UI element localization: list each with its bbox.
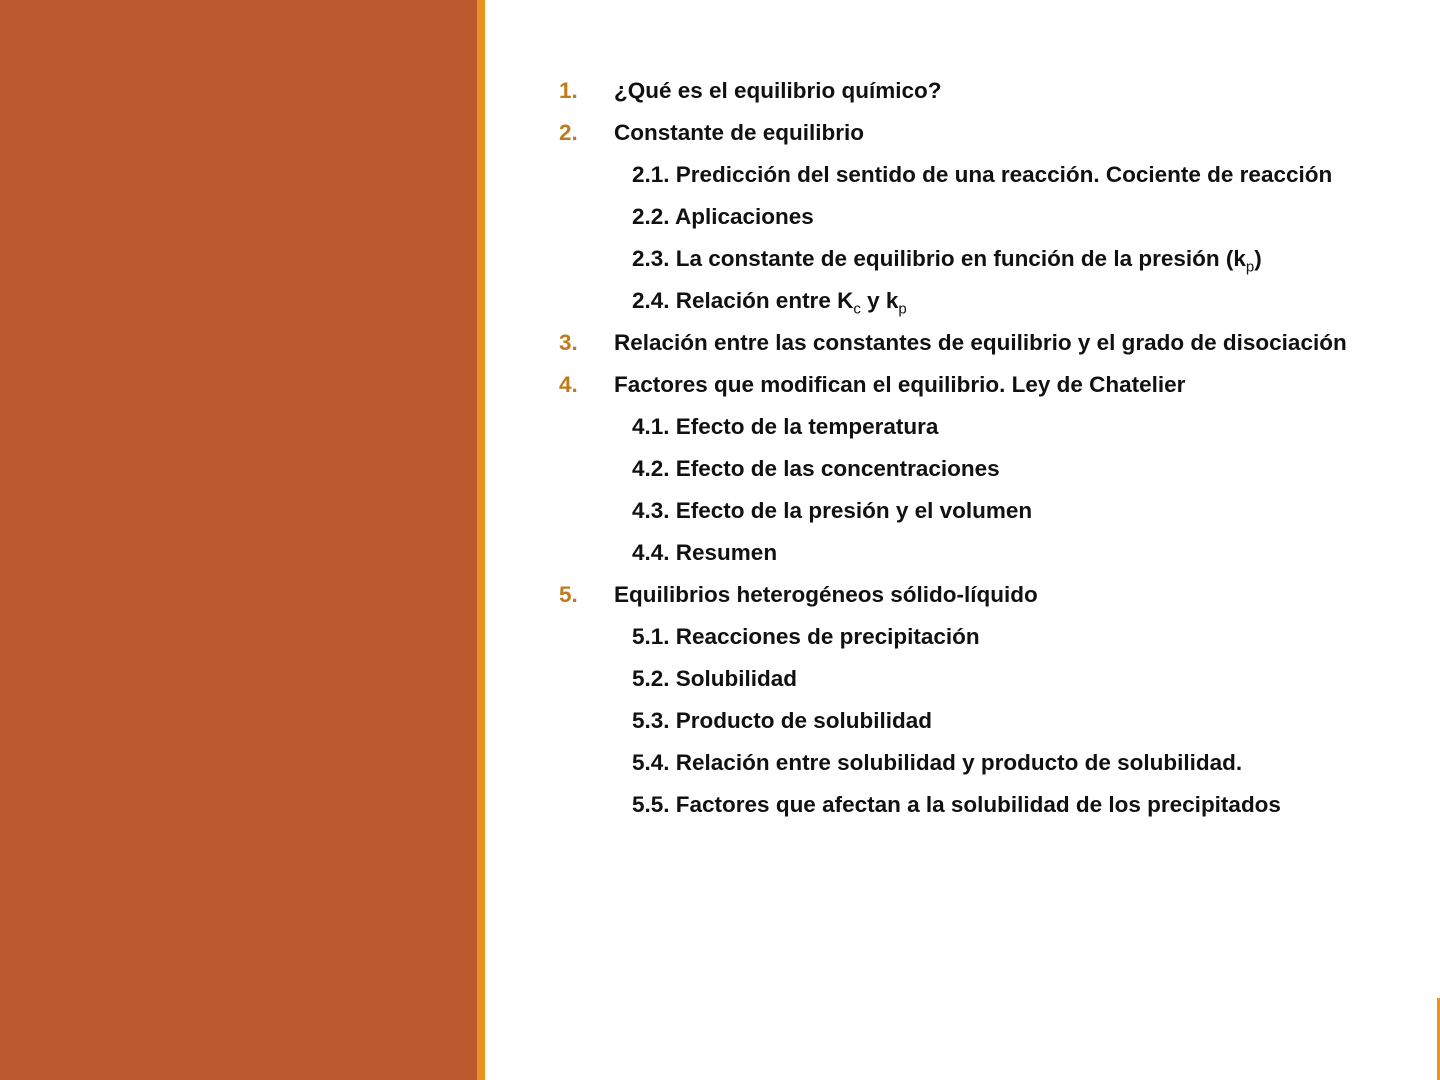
toc-subitem-text: 2.4. Relación entre K [632,288,854,313]
toc-subitem-5-4: 5.4. Relación entre solubilidad y producto de solubilidad. [632,750,1243,775]
toc-subitem-2-1: 2.1. Predicción del sentido de una reacción. Cociente de reacción [632,162,1333,187]
toc-subitem-5-3: 5.3. Producto de solubilidad [632,708,933,733]
toc-item-text: Constante de equilibrio [614,120,865,145]
toc-item-text: ¿Qué es el equilibrio químico? [614,78,942,103]
toc-subitem-2-2: 2.2. Aplicaciones [632,204,814,229]
toc-item-text: Relación entre las constantes de equilibrio y el grado de disociación [614,330,1347,355]
toc-item-number: 2. [559,120,578,145]
toc-item-number: 4. [559,372,578,397]
toc-item-4 [557,370,1347,400]
subscript-p: p [1245,258,1255,276]
toc-subitem-text: 2.3. La constante de equilibrio en función de la presión (k [632,246,1246,271]
toc-item-number: 3. [559,330,578,355]
toc-item-number: 1. [559,78,578,103]
toc-subitem-5-1: 5.1. Reacciones de precipitación [632,624,980,649]
toc-item-3 [557,328,1347,358]
toc-subitem-4-3: 4.3. Efecto de la presión y el volumen [632,498,1033,523]
toc-subitem-2-3 [557,244,1347,274]
subscript-c: c [853,300,861,318]
toc-subitem-4-2: 4.2. Efecto de las concentraciones [632,456,1000,481]
side-panel [0,0,477,1080]
subscript-p: p [898,300,907,318]
toc-item-2 [557,118,1347,148]
toc-item-number: 5. [559,582,578,607]
toc-subitem-text-mid: y k [860,288,899,313]
accent-stripe [477,0,485,1080]
toc-item-1 [557,76,1347,106]
table-of-contents [557,76,1347,832]
toc-subitem-5-5: 5.5. Factores que afectan a la solubilidad de los precipitados [632,792,1281,817]
toc-item-5 [557,580,1347,610]
toc-subitem-5-2: 5.2. Solubilidad [632,666,798,691]
toc-item-text: Equilibrios heterogéneos sólido-líquido [614,582,1038,607]
toc-subitem-4-1: 4.1. Efecto de la temperatura [632,414,939,439]
toc-subitem-2-4 [557,286,1347,316]
toc-item-text: Factores que modifican el equilibrio. Ley de Chatelier [614,372,1186,397]
toc-subitem-4-4: 4.4. Resumen [632,540,778,565]
closing-paren: ) [1254,246,1262,271]
